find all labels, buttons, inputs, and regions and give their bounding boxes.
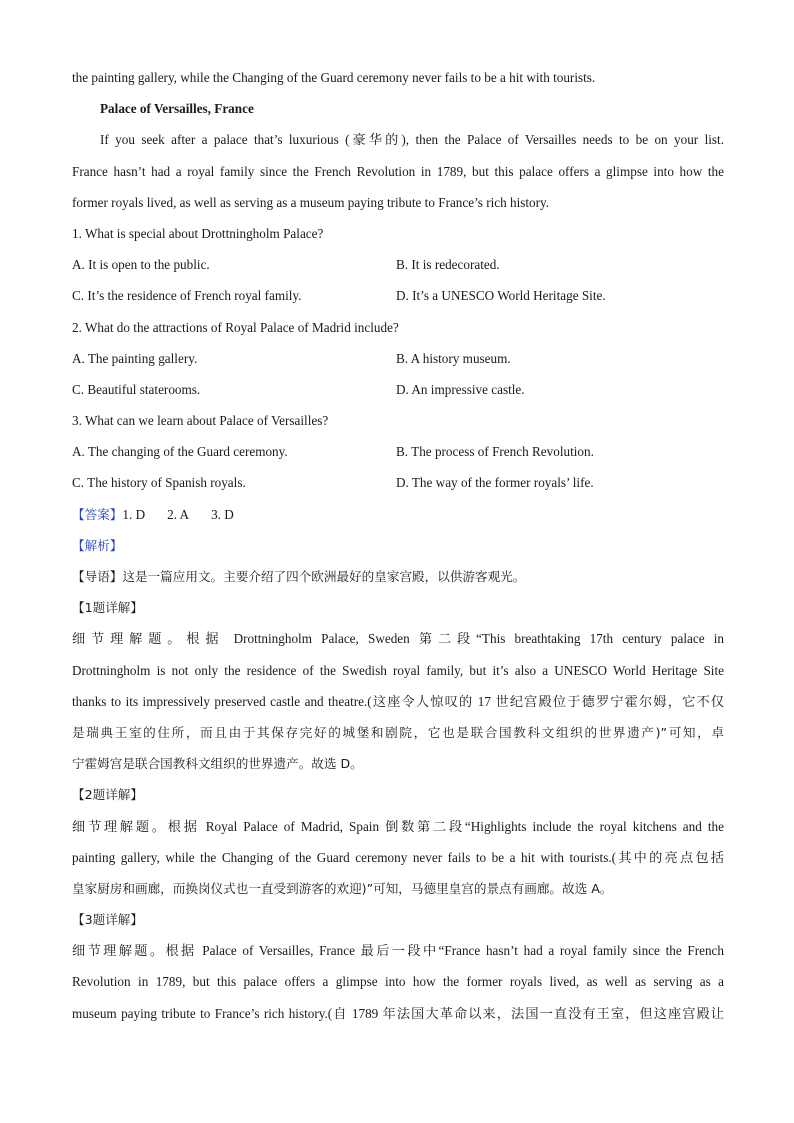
analysis-label: 【解析】 — [72, 537, 123, 553]
detail-line: 细节理解题。根据 Palace of Versailles, France 最后一段中“France hasn’t had a royal family since the French — [72, 943, 724, 959]
detail-line: 宁霍姆宫是联合国教科文组织的世界遗产。故选 D。 — [72, 756, 363, 772]
detail-line: 是瑞典王室的住所，而且由于其保存完好的城堡和剧院，它也是联合国教科文组织的世界遗产)”可知，卓 — [72, 724, 724, 740]
question-stem: 2. What do the attractions of Royal Palace of Madrid include? — [72, 319, 399, 335]
detail-line: painting gallery, while the Changing of the Guard ceremony never fails to be a hit with tourists.(其中的亮点包括 — [72, 849, 724, 865]
option-d: D. It’s a UNESCO World Heritage Site. — [396, 288, 606, 304]
detail-line: Revolution in 1789, but this palace offers a glimpse into how the former royals lived, as well as serving as a — [72, 974, 724, 990]
option-a: A. It is open to the public. — [72, 257, 210, 273]
answer-1: 1. D — [122, 506, 146, 522]
document-page — [72, 62, 724, 1029]
answer-label: 【答案】 — [72, 506, 123, 522]
option-a: A. The painting gallery. — [72, 350, 198, 366]
passage-line: the painting gallery, while the Changing of the Guard ceremony never fails to be a hit with tourists. — [72, 70, 596, 85]
option-b: B. A history museum. — [396, 350, 511, 366]
option-c: C. It’s the residence of French royal family. — [72, 288, 302, 304]
detail-1-label: 【1题详解】 — [72, 600, 143, 616]
passage-line: France hasn’t had a royal family since the French Revolution in 1789, but this palace offers a glimpse into how the — [72, 163, 724, 179]
detail-2-label: 【2题详解】 — [72, 787, 143, 803]
options-row — [72, 280, 724, 311]
detail-line: thanks to its impressively preserved castle and theatre.(这座令人惊叹的 17 世纪宫殿位于德罗宁霍尔姆，它不仅 — [72, 693, 724, 709]
answer-2: 2. A — [167, 506, 190, 522]
detail-line: 皇家厨房和画廊，而换岗仪式也一直受到游客的欢迎)”可知，马德里皇宫的景点有画廊。故选 A。 — [72, 880, 613, 896]
answer-3: 3. D — [211, 506, 234, 522]
option-c: C. The history of Spanish royals. — [72, 475, 246, 491]
detail-3-label: 【3题详解】 — [72, 912, 143, 928]
options-row — [72, 436, 724, 467]
option-b: B. The process of French Revolution. — [396, 444, 594, 460]
option-b: B. It is redecorated. — [396, 257, 500, 273]
option-c: C. Beautiful staterooms. — [72, 381, 201, 397]
detail-line: museum paying tribute to France’s rich history.(自 1789 年法国大革命以来，法国一直没有王室，但这座宫殿让 — [72, 1005, 724, 1021]
detail-line: 细节理解题。根据 Royal Palace of Madrid, Spain 倒数第二段“Highlights include the royal kitchens and the — [72, 818, 724, 834]
passage-line: former royals lived, as well as serving as a museum paying tribute to France’s rich history. — [72, 194, 550, 210]
options-row — [72, 249, 724, 280]
analysis-intro: 【导语】这是一篇应用文。主要介绍了四个欧洲最好的皇家宫殿，以供游客观光。 — [72, 569, 526, 584]
options-row — [72, 467, 724, 498]
detail-line: Drottningholm is not only the residence of the Swedish royal family, but it’s also a UNESCO World Heritage Site — [72, 662, 724, 678]
option-d: D. The way of the former royals’ life. — [396, 475, 594, 491]
question-stem: 1. What is special about Drottningholm Palace? — [72, 225, 324, 241]
option-d: D. An impressive castle. — [396, 381, 525, 397]
options-row — [72, 374, 724, 405]
question-stem: 3. What can we learn about Palace of Versailles? — [72, 413, 329, 429]
passage-line: If you seek after a palace that’s luxurious (豪华的), then the Palace of Versailles needs to be on your list. — [100, 132, 724, 148]
detail-line: 细节理解题。根据 Drottningholm Palace, Sweden 第二段“This breathtaking 17th century palace in — [72, 631, 724, 647]
options-row — [72, 343, 724, 374]
section-heading: Palace of Versailles, France — [100, 101, 254, 117]
option-a: A. The changing of the Guard ceremony. — [72, 444, 288, 460]
answer-line — [72, 499, 724, 530]
